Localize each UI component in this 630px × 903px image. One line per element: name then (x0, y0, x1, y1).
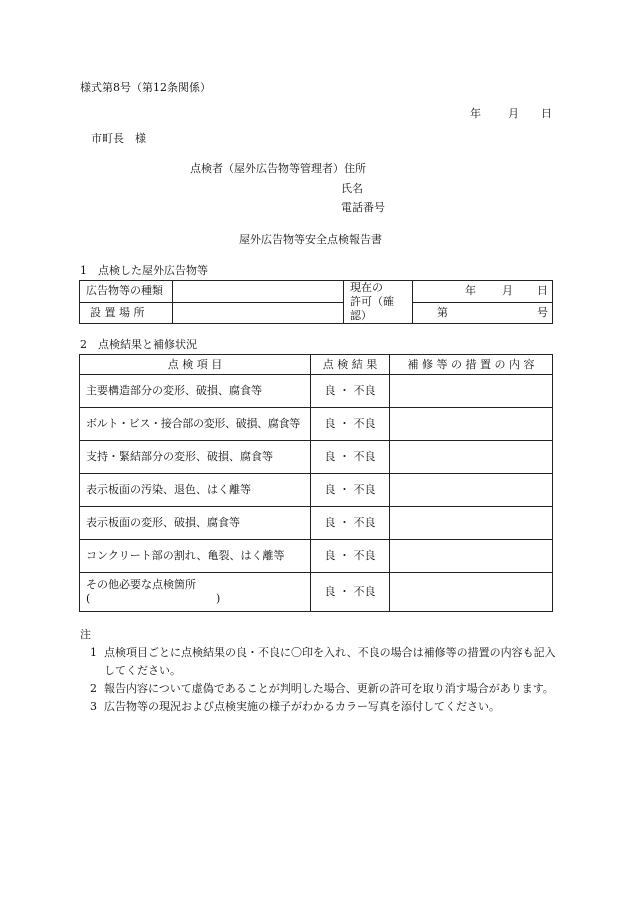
section2-heading: 2 点検結果と補修状況 (80, 338, 197, 351)
notes-section (80, 626, 560, 716)
table-row (80, 540, 553, 573)
inspection-result[interactable]: 良 ・ 不良 (311, 441, 390, 474)
form-number: 様式第8号（第12条関係） (80, 81, 211, 94)
note-item (80, 680, 560, 698)
note-number: 2 (90, 682, 97, 695)
inspector-name: 氏名 (341, 182, 363, 195)
inspection-item: コンクリート部の割れ、亀裂、はく離等 (80, 540, 311, 573)
permit-day-label: 日 (537, 284, 548, 298)
ad-type-label: 広告物等の種類 (80, 281, 173, 303)
inspection-item: 表示板面の汚染、退色、はく離等 (80, 474, 311, 507)
table-row (80, 507, 553, 540)
note-number: 1 (90, 646, 97, 659)
inspection-result[interactable]: 良 ・ 不良 (311, 474, 390, 507)
measure-field[interactable] (390, 441, 553, 474)
other-inspection-item (80, 573, 311, 612)
measure-field[interactable] (390, 375, 553, 408)
inspector-phone: 電話番号 (341, 201, 385, 214)
date-day: 日 (541, 107, 552, 120)
permit-number-field[interactable] (413, 302, 553, 324)
table-row (80, 441, 553, 474)
note-text: 広告物等の現況および点検実施の様子がわかるカラー写真を添付してください。 (104, 700, 500, 713)
location-field[interactable] (173, 302, 344, 324)
other-item-close-paren: ) (216, 592, 221, 605)
table-row (80, 375, 553, 408)
table-row (80, 474, 553, 507)
inspection-result[interactable]: 良 ・ 不良 (311, 375, 390, 408)
section1-heading: 1 点検した屋外広告物等 (80, 264, 208, 277)
note-text: 報告内容について虚偽であることが判明した場合、更新の許可を取り消す場合があります。 (104, 682, 554, 695)
inspection-result[interactable]: 良 ・ 不良 (311, 408, 390, 441)
permit-no-prefix: 第 (437, 305, 448, 319)
note-item (80, 644, 560, 680)
ad-type-field[interactable] (173, 281, 344, 303)
measure-field[interactable] (390, 573, 553, 612)
table-row (80, 408, 553, 441)
ad-info-table (79, 280, 553, 324)
table-row (80, 573, 553, 612)
location-label (80, 302, 173, 324)
inspection-item: ボルト・ビス・接合部の変形、破損、腐食等 (80, 408, 311, 441)
other-item-open-paren: ( (86, 592, 91, 605)
permit-label (344, 281, 413, 324)
note-number: 3 (90, 700, 97, 713)
date-year: 年 (470, 107, 481, 120)
inspection-result[interactable]: 良 ・ 不良 (311, 573, 390, 612)
permit-month-label: 月 (502, 284, 513, 298)
inspection-result[interactable]: 良 ・ 不良 (311, 540, 390, 573)
inspection-table (79, 354, 553, 612)
col-header-result: 点 検 結 果 (311, 355, 390, 375)
location-label-text: 設 置 場 所 (90, 305, 145, 319)
inspection-item: 主要構造部分の変形、破損、腐食等 (80, 375, 311, 408)
inspector-heading: 点検者（屋外広告物等管理者）住所 (190, 162, 366, 175)
other-item-input[interactable] (86, 592, 304, 606)
other-item-label: その他必要な点検箇所 (86, 578, 196, 591)
inspection-result[interactable]: 良 ・ 不良 (311, 507, 390, 540)
inspection-item: 支持・緊結部分の変形、破損、腐食等 (80, 441, 311, 474)
permit-no-suffix: 号 (537, 305, 548, 319)
permit-label-line1: 現在の (350, 281, 383, 294)
note-item (80, 698, 560, 716)
date-month: 月 (508, 107, 519, 120)
note-text: 点検項目ごとに点検結果の良・不良に〇印を入れ、不良の場合は補修等の措置の内容も記入してください。 (104, 646, 556, 677)
inspection-item: 表示板面の変形、破損、腐食等 (80, 507, 311, 540)
measure-field[interactable] (390, 474, 553, 507)
page-title: 屋外広告物等安全点検報告書 (239, 233, 382, 246)
permit-date-field[interactable] (413, 281, 553, 303)
addressee: 市町長 様 (91, 132, 146, 145)
permit-year-label: 年 (465, 284, 476, 298)
measure-field[interactable] (390, 408, 553, 441)
col-header-item: 点 検 項 目 (80, 355, 311, 375)
measure-field[interactable] (390, 540, 553, 573)
permit-label-line2: 許可（確認） (350, 295, 394, 322)
notes-heading: 注 (80, 628, 91, 641)
col-header-measure: 補 修 等 の 措 置 の 内 容 (390, 355, 553, 375)
measure-field[interactable] (390, 507, 553, 540)
